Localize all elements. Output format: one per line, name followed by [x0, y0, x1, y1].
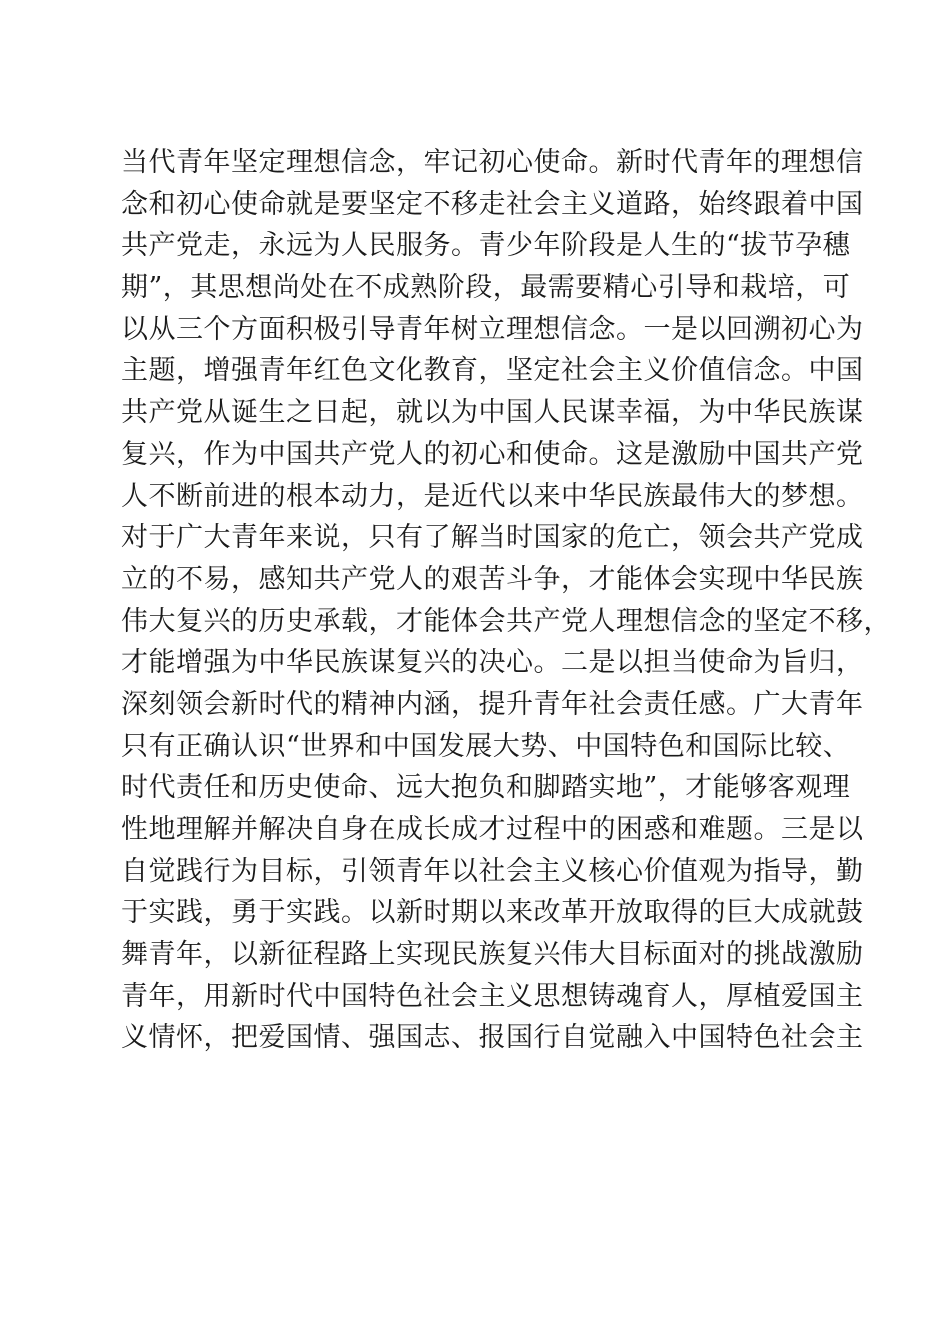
text-line-11: 立的不易，感知共产党人的艰苦斗争，才能体会实现中华民族	[121, 563, 864, 595]
text-line-7: 共产党从诞生之日起，就以为中国人民谋幸福，为中华民族谋	[121, 397, 864, 429]
text-line-20: 舞青年，以新征程路上实现民族复兴伟大目标面对的挑战激励	[121, 939, 864, 971]
text-line-16: 时代责任和历史使命、远大抱负和脚踏实地”，才能够客观理	[121, 772, 851, 804]
text-line-10: 对于广大青年来说，只有了解当时国家的危亡，领会共产党成	[121, 522, 864, 554]
text-line-19: 于实践，勇于实践。以新时期以来改革开放取得的巨大成就鼓	[121, 897, 864, 929]
text-line-4: 期”，其思想尚处在不成熟阶段，最需要精心引导和栽培，可	[121, 272, 851, 304]
body-paragraph	[121, 142, 891, 1059]
text-line-9: 人不断前进的根本动力，是近代以来中华民族最伟大的梦想。	[121, 480, 864, 512]
text-line-21: 青年，用新时代中国特色社会主义思想铸魂育人，厚植爱国主	[121, 980, 864, 1012]
text-line-22: 义情怀，把爱国情、强国志、报国行自觉融入中国特色社会主	[121, 1022, 864, 1054]
text-line-15: 只有正确认识“世界和中国发展大势、中国特色和国际比较、	[121, 730, 851, 762]
text-line-17: 性地理解并解决自身在成长成才过程中的困惑和难题。三是以	[121, 814, 864, 845]
text-line-18: 自觉践行为目标，引领青年以社会主义核心价值观为指导，勤	[121, 855, 864, 887]
text-line-1: 当代青年坚定理想信念，牢记初心使命。新时代青年的理想信	[121, 147, 864, 178]
text-line-13: 才能增强为中华民族谋复兴的决心。二是以担当使命为旨归，	[121, 647, 864, 679]
text-line-2: 念和初心使命就是要坚定不移走社会主义道路，始终跟着中国	[121, 188, 864, 220]
text-line-6: 主题，增强青年红色文化教育，坚定社会主义价值信念。中国	[121, 355, 864, 387]
text-line-8: 复兴，作为中国共产党人的初心和使命。这是激励中国共产党	[121, 438, 864, 470]
text-line-14: 深刻领会新时代的精神内涵，提升青年社会责任感。广大青年	[121, 688, 864, 720]
text-line-3: 共产党走，永远为人民服务。青少年阶段是人生的“拔节孕穗	[121, 230, 851, 262]
text-line-12: 伟大复兴的历史承载，才能体会共产党人理想信念的坚定不移，	[121, 605, 891, 637]
text-line-5: 以从三个方面积极引导青年树立理想信念。一是以回溯初心为	[121, 313, 864, 345]
